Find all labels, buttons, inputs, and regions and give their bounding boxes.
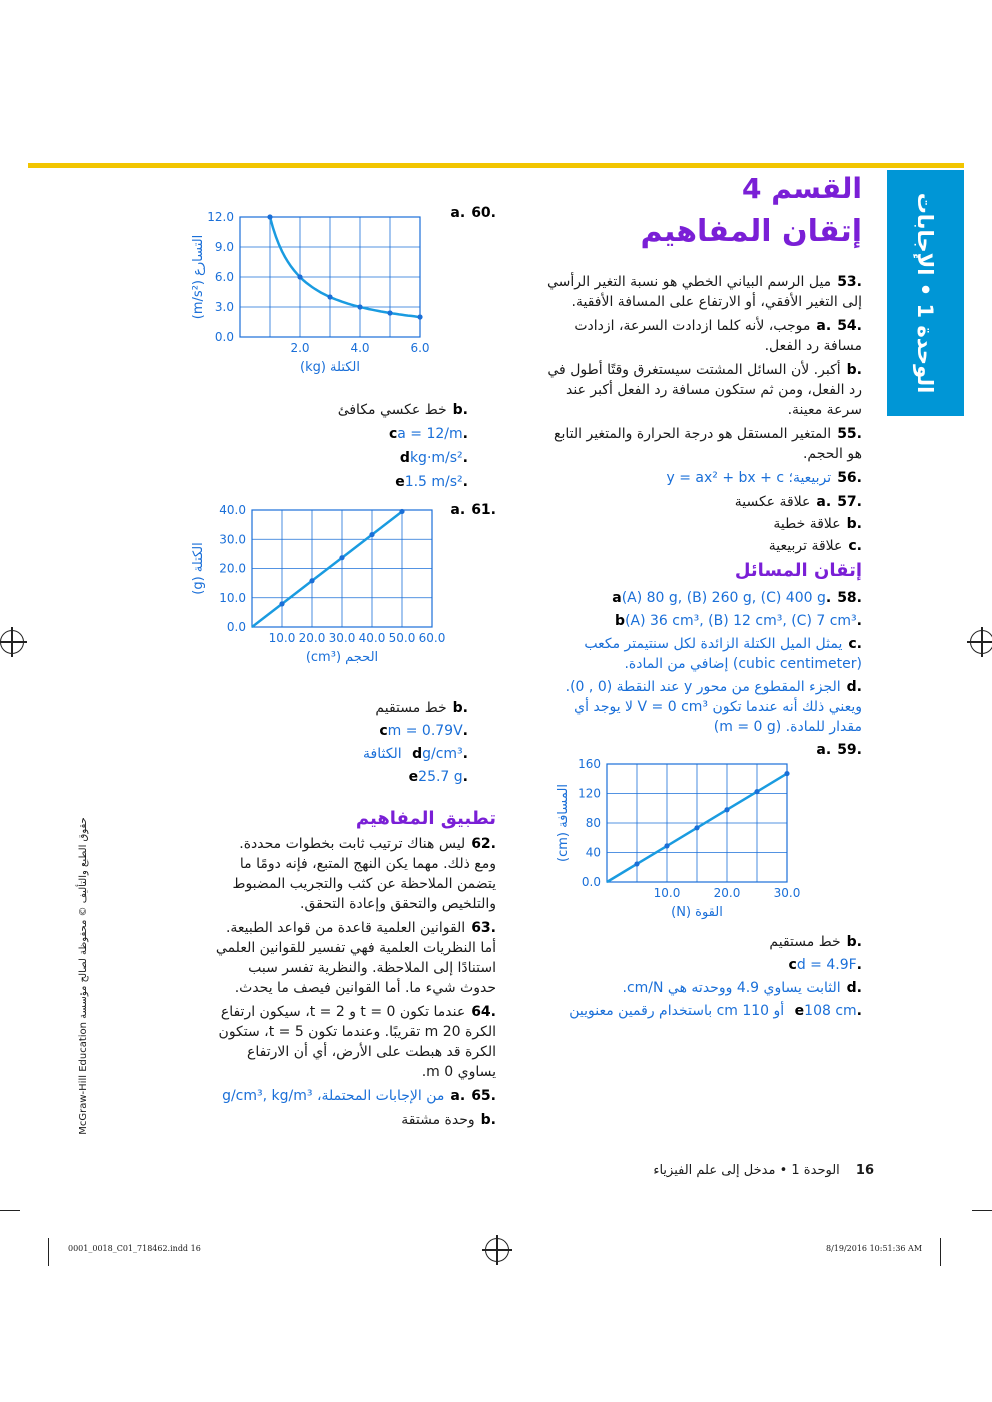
x-axis-title: الحجم (cm³)	[305, 650, 379, 665]
x-tick-label: 10.0	[653, 886, 681, 900]
list-item: .55المتغير المستقل هو درجة الحرارة والمتغير التابع هو الحجم.	[554, 426, 862, 462]
y-tick-label: 12.0	[207, 210, 234, 224]
slug-file: 0001_0018_C01_718462.indd 16	[68, 1244, 201, 1253]
data-point	[327, 294, 332, 299]
data-point	[339, 555, 344, 560]
list-item: .bوحدة مشتقة	[401, 1112, 496, 1128]
data-point	[694, 825, 699, 830]
problems-list	[542, 588, 862, 760]
page-footer	[653, 1163, 874, 1178]
right-column	[542, 272, 862, 558]
list-item: .e25.7 g	[408, 769, 468, 785]
list-item: .e1.5 m/s²	[395, 474, 468, 490]
list-item: .65.aمن الإجابات المحتملة، g/cm³, kg/m³	[222, 1088, 496, 1104]
list-item: .58.a(A) 80 g, (B) 260 g, (C) 400 g	[612, 590, 862, 606]
page-title: إتقان المفاهيم	[640, 214, 862, 249]
q61-label: .61.a	[450, 502, 496, 518]
series-line	[270, 217, 420, 317]
copyright-credit: حقوق الطبع والتأليف © محفوظة لصالح مؤسسة McGraw-Hill Education	[78, 817, 89, 1135]
q60-label: .60.a	[450, 205, 496, 221]
data-point	[784, 771, 789, 776]
y-tick-label: 20.0	[219, 561, 246, 576]
list-item: .bأكبر. لأن السائل المشتت سيستغرق وقتًا أطول في رد الفعل، ومن ثم ستكون مسافة رد الفعل أكبر عند سرعة معينة.	[547, 362, 862, 418]
list-item: .ca = 12/m	[388, 426, 468, 442]
x-tick-label: 20.0	[713, 886, 741, 900]
x-tick-label: 20.0	[298, 631, 326, 645]
y-tick-label: 3.0	[214, 300, 234, 314]
registration-mark-icon	[970, 630, 992, 654]
list-item: .b(A) 36 cm³, (B) 12 cm³, (C) 7 cm³	[615, 613, 862, 629]
list-item: .cm = 0.79V	[379, 723, 468, 739]
q59-answers	[542, 932, 862, 1021]
x-tick-label: 10.0	[268, 631, 296, 645]
list-item: .cعلاقة تربيعية	[768, 538, 862, 554]
y-tick-label: 9.0	[214, 240, 234, 254]
x-axis-title: القوة (N)	[671, 905, 723, 920]
footer-text: الوحدة 1 • مدخل إلى علم الفيزياء	[653, 1163, 840, 1178]
list-item: .dالثابت يساوي 4.9 ووحدته هي cm/N.	[622, 980, 862, 996]
y-tick-label: 10.0	[219, 590, 246, 605]
crop-mark	[48, 1238, 49, 1266]
y-axis-title: المسافة (cm)	[556, 784, 571, 862]
problems-heading: إتقان المسائل	[734, 560, 862, 581]
unit-tab-label: الوحدة 1 • الإجابات	[913, 192, 938, 394]
x-tick-label: 60.0	[418, 631, 446, 645]
list-item: .63القوانين العلمية قاعدة من قواعد الطبيعة. أما النظريات العلمية فهي تفسير للقوانين العلمي استنادًا إلى الملاحظة. والنظرية تفسر سبب حدوث شيء ما. أما القوانين فيصف ما يحدث.	[215, 920, 496, 996]
list-item: .bخط مستقيم	[769, 934, 862, 950]
q61-answers	[218, 698, 468, 787]
x-tick-label: 30.0	[328, 631, 356, 645]
header-rule	[28, 163, 964, 168]
list-item: .dالجزء المقطوع من محور y عند النقطة (0 , 0). ويعني ذلك أنه عندما تكون V = 0 cm³ لا يوجد أي مقدار للمادة. (m = 0 g)	[565, 679, 862, 735]
list-item: .53ميل الرسم البياني الخطي هو نسبة التغير الرأسي إلى التغير الأفقي، أو الارتفاع على المسافة الأفقية.	[547, 274, 862, 310]
crop-mark	[0, 1210, 20, 1211]
y-tick-label: 0.0	[581, 875, 601, 889]
data-point	[309, 578, 314, 583]
data-point	[369, 532, 374, 537]
y-tick-label: 160	[578, 757, 601, 771]
concepts-heading: تطبيق المفاهيم	[355, 808, 496, 829]
list-item: .64عندما تكون t = 0 و t = 2، سيكون ارتفاع الكرة 20 m تقريبًا. وعندما تكون t = 5، ستكون الكرة قد هبطت على الأرض، أي أن الارتفاع يساوي 0 m.	[218, 1004, 496, 1080]
list-item: .56تربيعية؛ y = ax² + bx + c	[666, 470, 862, 486]
crop-mark	[940, 1238, 941, 1266]
y-tick-label: 30.0	[219, 532, 246, 547]
registration-mark-icon	[485, 1238, 509, 1262]
list-item: .59.a	[816, 742, 862, 758]
unit-tab	[887, 170, 964, 416]
y-tick-label: 6.0	[214, 270, 234, 284]
x-tick-label: 40.0	[358, 631, 386, 645]
data-point	[387, 310, 392, 315]
list-item: .bعلاقة خطية	[773, 516, 862, 532]
data-point	[267, 214, 272, 219]
data-point	[664, 843, 669, 848]
x-tick-label: 4.0	[350, 341, 370, 355]
list-item: .bخط مستقيم	[375, 700, 468, 716]
data-point	[724, 807, 729, 812]
data-point	[399, 509, 404, 514]
y-tick-label: 40.0	[219, 503, 246, 517]
y-tick-label: 120	[578, 786, 601, 801]
y-axis-title: التسارع (m/s²)	[191, 234, 206, 320]
y-tick-label: 80	[585, 816, 601, 830]
x-tick-label: 50.0	[388, 631, 416, 645]
registration-mark-icon	[0, 630, 24, 654]
slug-date: 8/19/2016 10:51:36 AM	[826, 1244, 923, 1253]
list-item: .dkg·m/s²	[399, 450, 468, 466]
concepts-list	[214, 834, 496, 1130]
series-line	[252, 512, 402, 628]
chart-q59	[555, 752, 815, 930]
x-tick-label: 6.0	[410, 341, 430, 355]
y-tick-label: 0.0	[226, 620, 246, 634]
crop-mark	[972, 1210, 992, 1211]
list-item: .54.aموجب، لأنه كلما ازدادت السرعة، ازدادت مسافة رد الفعل.	[574, 318, 862, 354]
section-title: القسم 4	[742, 172, 862, 205]
chart-q61	[190, 500, 450, 672]
data-point	[357, 304, 362, 309]
list-item: .57.aعلاقة عكسية	[734, 494, 862, 510]
data-point	[417, 314, 422, 319]
page-number: 16	[855, 1163, 874, 1178]
x-tick-label: 30.0	[773, 886, 801, 900]
list-item: .cيمثل الميل الكتلة الزائدة لكل سنتيمتر مكعب (cubic centimeter) إضافي من المادة.	[584, 636, 862, 672]
y-axis-title: الكتلة (g)	[191, 542, 206, 595]
data-point	[634, 861, 639, 866]
x-tick-label: 2.0	[290, 341, 310, 355]
x-axis-title: الكتلة (kg)	[299, 360, 361, 375]
list-item: .bخط عكسي مكافئ	[337, 402, 468, 418]
y-tick-label: 40	[585, 845, 601, 860]
list-item: .e108 cm أو 110 cm باستخدام رقمين معنويين	[569, 1003, 862, 1019]
data-point	[754, 789, 759, 794]
chart-q60	[190, 205, 440, 377]
data-point	[297, 274, 302, 279]
list-item: .dg/cm³ الكثافة	[363, 746, 468, 762]
list-item: .62ليس هناك ترتيب ثابت بخطوات محددة. ومع ذلك. مهما يكن النهج المتبع، فإنه دومًا ما يتضمن الملاحظة عن كثب والتجريب المضبوط والتلخيص والتحقق وإعادة التحقق.	[232, 836, 496, 912]
list-item: .cd = 4.9F	[788, 957, 862, 973]
data-point	[279, 601, 284, 606]
y-tick-label: 0.0	[214, 330, 234, 344]
q60-answers	[218, 400, 468, 492]
